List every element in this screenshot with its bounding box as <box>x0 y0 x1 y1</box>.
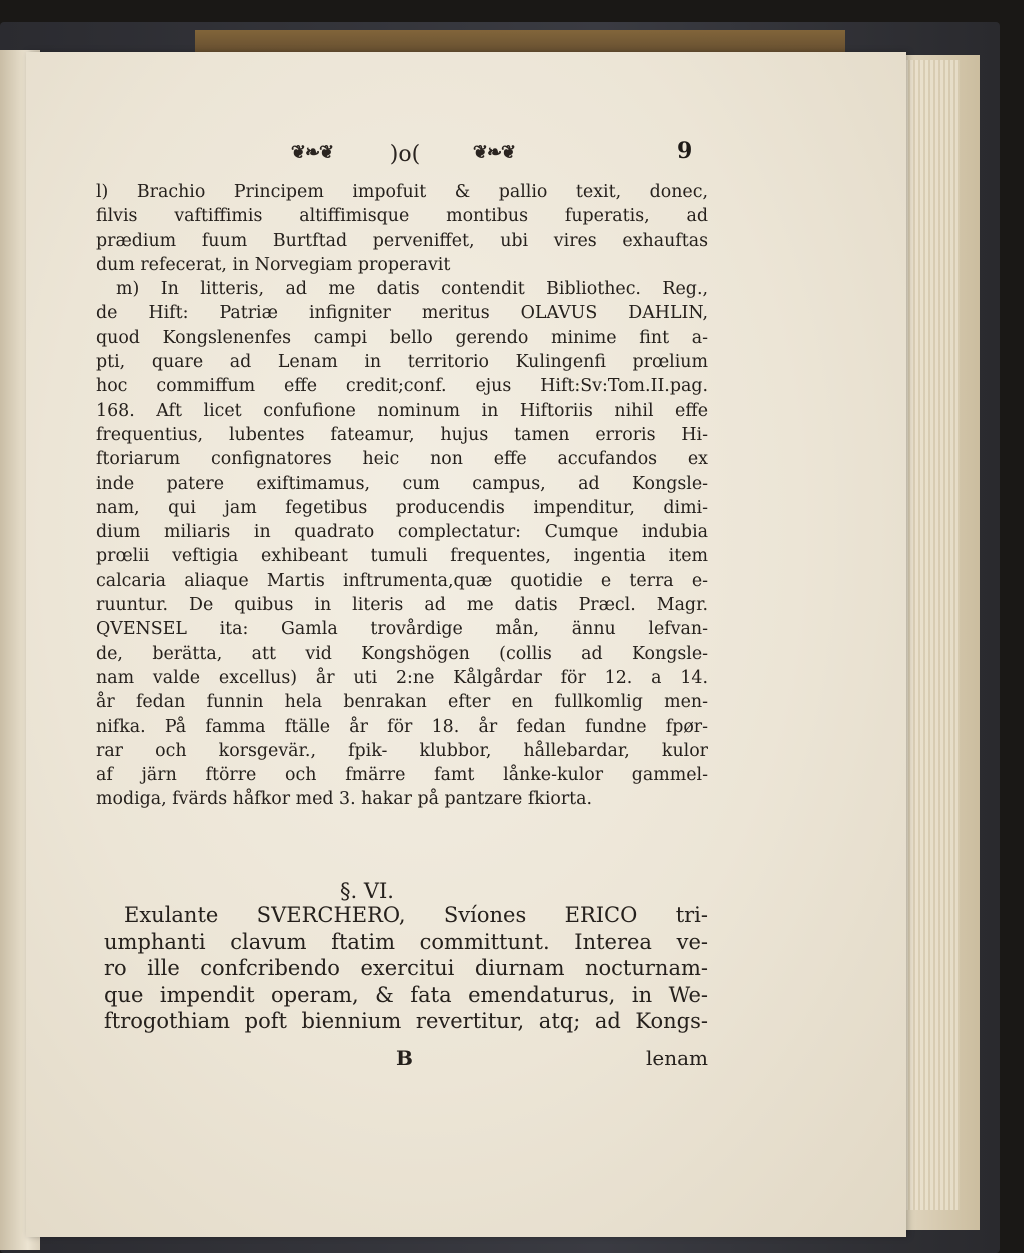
note-line: filvis vaftiffimis altiffimisque montibus fuperatis, ad <box>96 206 708 227</box>
note-line: år fedan funnin hela benrakan efter en fullkomlig men- <box>96 692 708 713</box>
body-line: Exulante SVERCHERO, Svíones ERICO tri- <box>124 903 708 927</box>
body-line: ro ille confcribendo exercitui diurnam nocturnam- <box>104 956 708 980</box>
signature-mark: B <box>396 1046 413 1070</box>
header-mark: )o( <box>389 142 421 167</box>
note-line: dium miliaris in quadrato complectatur: Cumque indubia <box>96 522 708 543</box>
page-stack-lines <box>900 60 960 1210</box>
note-line: rar och korsgevär., fpik- klubbor, hållebardar, kulor <box>96 740 708 761</box>
body-line: que impendit operam, & fata emendaturus, in We- <box>104 982 708 1007</box>
note-line: nifka. På famma ftälle år för 18. år fedan fundne fpør- <box>96 716 708 737</box>
section-heading: §. VI. <box>340 879 394 903</box>
note-line: QVENSEL ita: Gamla trovårdige mån, ännu lefvan- <box>96 619 708 640</box>
catchword: lenam <box>645 1046 708 1070</box>
note-line: frequentius, lubentes fateamur, hujus tamen erroris Hi- <box>96 424 708 445</box>
ornament-left-icon: ❦❧❦ <box>290 142 334 163</box>
note-line: pti, quare ad Lenam in territorio Kulingenfi prœlium <box>96 352 708 373</box>
note-line: nam valde excellus) år uti 2:ne Kålgårdar för 12. a 14. <box>96 667 708 688</box>
note-line: af järn ftörre och fmärre famt lånke-kulor gammel- <box>96 765 708 786</box>
page-footer <box>96 1043 708 1073</box>
running-header <box>282 140 702 172</box>
note-line: dum refecerat, in Norvegiam properavit <box>96 254 451 275</box>
note-line: prœlii veftigia exhibeant tumuli frequentes, ingentia item <box>96 546 708 567</box>
note-line: l) Brachio Principem impofuit & pallio texit, donec, <box>96 182 708 202</box>
note-line: de, berätta, att vid Kongshögen (collis ad Kongsle- <box>96 643 708 664</box>
note-line: m) In litteris, ad me datis contendit Bibliothec. Reg., <box>116 279 708 300</box>
note-line: ftoriarum confignatores heic non effe accufandos ex <box>96 449 708 470</box>
note-line: 168. Aft licet confufione nominum in Hiftoriis nihil effe <box>96 400 708 421</box>
footnotes-block <box>96 180 708 812</box>
note-line: nam, qui jam fegetibus producendis impenditur, dimi- <box>96 497 708 518</box>
note-line: modiga, fvärds håfkor med 3. hakar på pantzare fkiorta. <box>96 789 593 810</box>
note-line: prædium fuum Burtftad perveniffet, ubi vires exhauftas <box>96 230 708 251</box>
note-line: de Hift: Patriæ infigniter meritus OLAVUS DAHLIN, <box>96 303 708 324</box>
note-line: hoc commiffum effe credit;conf. ejus Hift:Sv:Tom.II.pag. <box>96 376 708 397</box>
body-line: umphanti clavum ftatim committunt. Interea ve- <box>104 929 708 954</box>
page-number: 9 <box>677 138 693 164</box>
note-line: calcaria aliaque Martis inftrumenta,quæ quotidie e terra e- <box>96 570 708 591</box>
body-line: ftrogothiam poft biennium revertitur, atq; ad Kongs- <box>104 1009 708 1033</box>
note-line: quod Kongslenenfes campi bello gerendo minime fint a- <box>96 327 708 348</box>
note-line: ruuntur. De quibus in literis ad me datis Præcl. Magr. <box>96 595 708 616</box>
note-line: inde patere exiftimamus, cum campus, ad Kongsle- <box>96 473 708 494</box>
ornament-right-icon: ❦❧❦ <box>472 142 516 163</box>
body-paragraph <box>104 902 708 1035</box>
